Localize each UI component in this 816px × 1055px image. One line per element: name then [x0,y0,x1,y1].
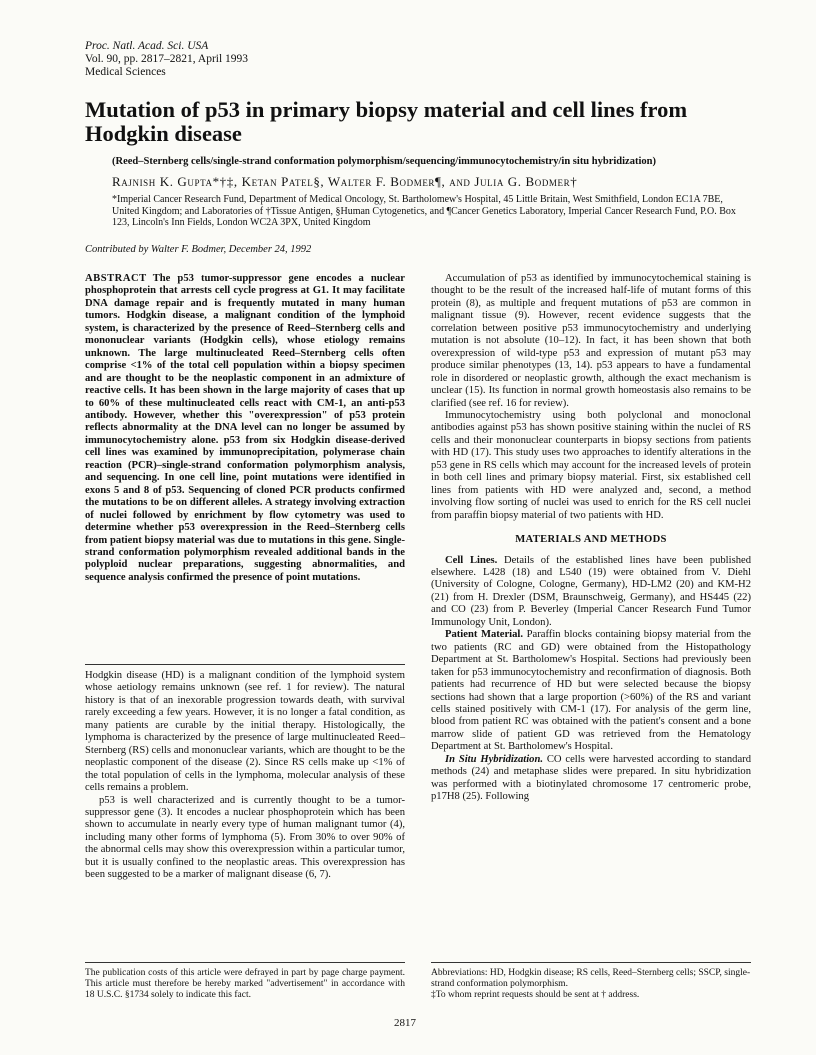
in-situ-head: In Situ Hybridization. [445,753,544,765]
intro-paragraph-1: Hodgkin disease (HD) is a malignant condition of the lymphoid system whose aetiology remains unknown (see ref. 1 for review). The natural history is that of an inexorable progression towards death, with survival rarely exceeding a few years. However, it is no longer a fatal condition, as many patients are curable by the initial therapy. Histologically, the lymphoma is characterized by the presence of large multinucleated Reed–Sternberg (RS) cells and mononuclear variants, which are thought to be the neoplastic component of the disease (2). Since RS cells make up <1% of the total population of cells in the lymphoma, molecular analysis of these cells remains a problem. [85,670,405,794]
cell-lines-head: Cell Lines. [445,554,498,566]
intro-left-column [85,670,405,882]
abbreviations-footnote [431,968,751,1001]
abstract-text: The p53 tumor-suppressor gene encodes a nuclear phosphoprotein that arrests cell cycle progress at G1. It may facilitate DNA damage repair and is frequently mutated in many human tumors. Hodgkin disease, a malignant condition of the lymphoid system, is characterized by the presence of Reed–Sternberg cells and mononuclear variants (Hodgkin cells), whose etiology remains unknown. The large multinucleated Reed–Sternberg cells often comprise <1% of the total cell population within a biopsy specimen and are thought to be the neoplastic component in an admixture of reactive cells. It has been shown in the large majority of cases that up to 60% of these multinucleated cells react with CM-1, an anti-p53 antibody. However, whether this "overexpression" of p53 protein reflects abnormality at the DNA level can no longer be assumed by immunocytochemistry alone. p53 from six Hodgkin disease-derived cell lines was examined by immunoprecipitation, polymerase chain reaction (PCR)–single-strand conformation polymorphism analysis, and sequencing. In one cell line, point mutations were identified in exons 5 and 8 of p53. Sequencing of cloned PCR products confirmed the mutations to be on different alleles. A strategy involving extraction of nuclei followed by enrichment by flow cytometry was used to determine whether p53 overexpression in the Reed–Sternberg cells from patient biopsy material was due to mutations in this gene. Single-strand conformation polymorphism revealed additional bands in the polyploid nuclear preparations, suggesting abnormalities, and sequence analysis confirmed the presence of point mutations. [85,273,405,583]
journal-header [85,40,248,79]
patient-material-text: Paraffin blocks containing biopsy material from the two patients (RC and GD) were obtained from the Histopathology Department at St. Bartholomew's Hospital. Sections had previously been taken for p53 immunocytochemistry and reconfirmation of diagnosis. Both patients had recurrence of HD but were selected because the biopsy sections had shown that a large proportion (>60%) of the RS and variant cells stained positively with CM-1 (17). For analysis of the germ line, blood from patient RC was obtained with the patient's consent and a bone marrow slide of patient GD was retrieved from the Hematology Department at St. Bartholomew's Hospital. [431,629,752,753]
footnote-divider-left [85,962,405,963]
abstract-divider [85,664,405,665]
journal-section: Medical Sciences [85,66,166,78]
cell-lines-paragraph [431,555,751,630]
author-list: Rajnish K. Gupta*†‡, Ketan Patel§, Walter F. Bodmer¶, and Julia G. Bodmer† [112,174,578,189]
article-title: Mutation of p53 in primary biopsy material and cell lines from Hodgkin disease [85,97,688,146]
patient-material-paragraph [431,629,751,754]
abstract-label: ABSTRACT [85,273,147,284]
journal-volume: Vol. 90, pp. 2817–2821, April 1993 [85,53,249,65]
in-situ-text: CO cells were harvested according to standard methods (24) and metaphase slides were prepared. In situ hybridization was performed with a biotinylated chromosome 17 centromeric probe, p17H8 (25). Following [431,753,751,803]
abstract [85,273,405,584]
footnote-divider-right [431,962,751,963]
methods-heading: MATERIALS AND METHODS [515,534,667,546]
publication-cost-footnote: The publication costs of this article were defrayed in part by page charge payment. This article must therefore be hereby marked "advertisement" in accordance with 18 U.S.C. §1734 solely to indicate this fact. [85,968,405,1000]
patient-material-head: Patient Material. [445,629,524,641]
abbreviations: Abbreviations: HD, Hodgkin disease; RS cells, Reed–Sternberg cells; SSCP, single-strand conformation polymorphism. [431,968,751,989]
in-situ-paragraph [431,754,751,804]
right-column [431,273,751,804]
keywords: (Reed–Sternberg cells/single-strand conformation polymorphism/sequencing/immunocytochemistry/in situ hybridization) [112,156,656,167]
journal-name: Proc. Natl. Acad. Sci. USA [85,40,209,52]
contributed-by: Contributed by Walter F. Bodmer, December 24, 1992 [85,244,312,255]
reprint-footnote: ‡To whom reprint requests should be sent at † address. [431,990,640,1000]
affiliations: *Imperial Cancer Research Fund, Department of Medical Oncology, St. Bartholomew's Hospital, 45 Little Britain, West Smithfield, London EC1A 7BE, United Kingdom; and Laboratories of †Tissue Antigen, §Human Cytogenetics, and ¶Cancer Genetics Laboratory, Imperial Cancer Research Fund, P.O. Box 123, Lincoln's Inn Fields, London WC2A 3PX, United Kingdom [112,194,736,228]
intro-paragraph-2: p53 is well characterized and is currently thought to be a tumor-suppressor gene (3). It encodes a nuclear phosphoprotein which has been shown to accumulate in nearly every type of human malignant tumor (4), including many other forms of lymphoma (5). From 30% to over 90% of the abnormal cells may show this overexpression within a particular tumor, but it is usually confined to the neoplastic areas. This overexpression has been suggested to be a marker of malignant disease (6, 7). [85,794,405,881]
page-number: 2817 [394,1017,416,1029]
intro-paragraph-3: Accumulation of p53 as identified by immunocytochemical staining is thought to be the result of the increased half-life of mutant forms of this protein (8), as multiple and frequent mutations of p53 are common in malignant tissue (9). However, recent evidence suggests that the correlation between positive p53 immunocytochemistry and underlying mutation is not absolute (10–12). In fact, it has been shown that both overexpression of wild-type p53 and expression of mutant p53 may produce similar phenotypes (13, 14). p53 appears to have a fundamental role in disordered or neoplastic growth, although the exact mechanism is unclear (15). Its function in normal growth homeostasis also remains to be clarified (see ref. 16 for review). [431,273,751,409]
intro-paragraph-4: Immunocytochemistry using both polyclonal and monoclonal antibodies against p53 has shown positive staining within the nuclei of RS cells and their mononuclear counterparts in biopsy sections from patients with HD (17). This study uses two approaches to identify alterations in the p53 gene in RS cells which may account for the increased levels of protein in both cell lines and primary biopsy material. First, six established cell lines from patients with HD were analyzed and, second, a method involving flow sorting of nuclei was used to enrich for the RS cell nuclei from paraffin biopsy material of two patients with HD. [431,409,751,521]
cell-lines-text: Details of the established lines have been published elsewhere. L428 (18) and L540 (19) were obtained from V. Diehl (University of Cologne, Cologne, Germany), HD-LM2 (20) and KM-H2 (21) from H. Drexler (DSM, Braunschweig, Germany), and HS445 (22) and CO (23) from P. Beverley (Imperial Cancer Research Fund Tumor Immunology Unit, London). [431,554,751,628]
